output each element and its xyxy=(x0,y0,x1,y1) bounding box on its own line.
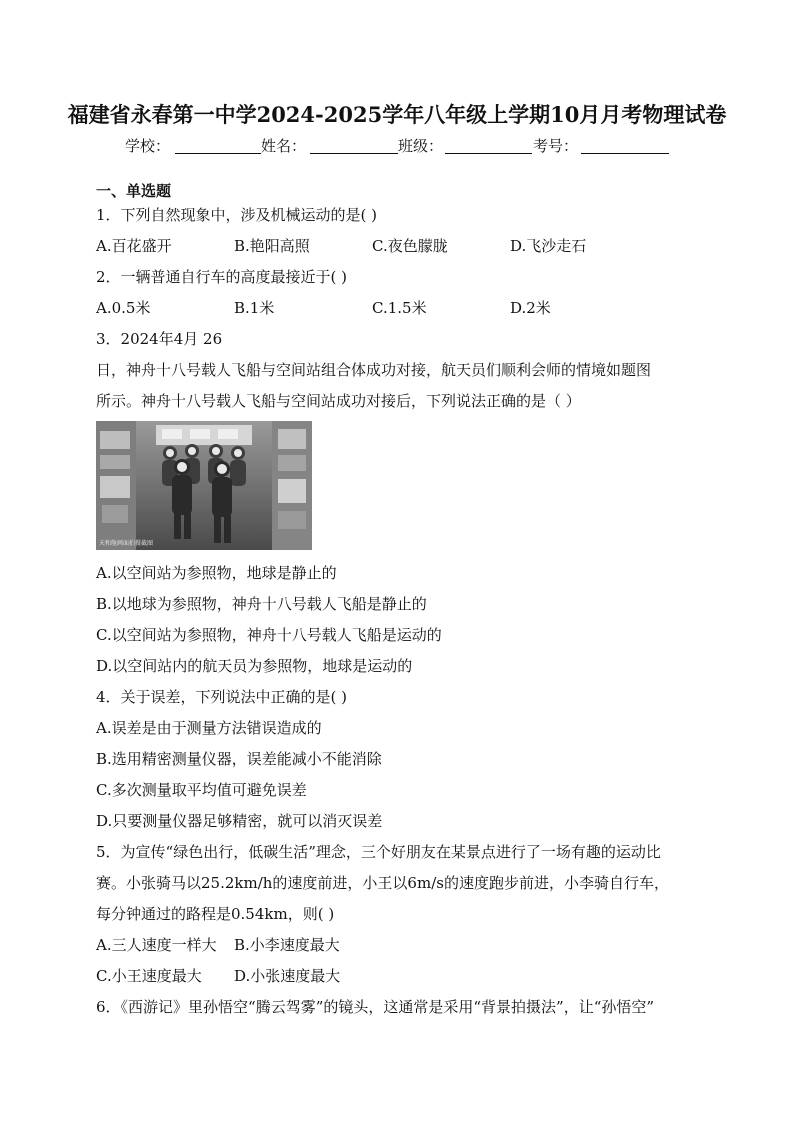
q1-option-b: B.艳阳高照 xyxy=(234,237,310,255)
student-info-row xyxy=(125,135,685,159)
q5-option-d: D.小张速度最大 xyxy=(234,967,341,985)
q1-option-d: D.飞沙走石 xyxy=(510,237,587,255)
class-label: 班级： xyxy=(398,137,444,155)
q4-option-c: C.多次测量取平均值可避免误差 xyxy=(96,781,307,799)
number-blank xyxy=(581,153,669,154)
q4-option-a: A.误差是由于测量方法错误造成的 xyxy=(96,719,322,737)
question-5-stem-line1: 5．为宣传“绿色出行，低碳生活”理念，三个好朋友在某景点进行了一场有趣的运动比 xyxy=(96,843,661,861)
page-title: 福建省永春第一中学2024-2025学年八年级上学期10月月考物理试卷 xyxy=(67,102,727,127)
name-blank xyxy=(310,153,398,154)
question-1-stem: 1．下列自然现象中，涉及机械运动的是( ) xyxy=(96,206,378,224)
q2-option-a: A.0.5米 xyxy=(96,299,151,317)
question-4-stem: 4．关于误差，下列说法中正确的是( ) xyxy=(96,688,348,706)
q3-option-a: A.以空间站为参照物，地球是静止的 xyxy=(96,564,337,582)
q5-option-a: A.三人速度一样大 xyxy=(96,936,217,954)
q2-option-d: D.2米 xyxy=(510,299,551,317)
question-5-stem-line3: 每分钟通过的路程是0.54km，则( ) xyxy=(96,905,335,923)
q3-option-d: D.以空间站内的航天员为参照物，地球是运动的 xyxy=(96,657,413,675)
school-label: 学校： xyxy=(125,137,171,155)
school-blank xyxy=(175,153,261,154)
q1-option-a: A.百花盛开 xyxy=(96,237,172,255)
question-3-stem-line2: 日，神舟十八号载人飞船与空间站组合体成功对接，航天员们顺利会师的情境如题图 xyxy=(96,361,652,379)
question-5-stem-line2: 赛。小张骑马以25.2km/h的速度前进，小王以6m/s的速度跑步前进，小李骑自行车， xyxy=(96,874,669,892)
question-3-stem-line3: 所示。神舟十八号载人飞船与空间站成功对接后，下列说法正确的是（ ） xyxy=(96,392,581,410)
name-label: 姓名： xyxy=(261,137,307,155)
q4-option-b: B.选用精密测量仪器，误差能减小不能消除 xyxy=(96,750,382,768)
q2-option-c: C.1.5米 xyxy=(372,299,427,317)
question-3-stem-line1: 3．2024年4月 26 xyxy=(96,330,223,348)
q3-option-b: B.以地球为参照物，神舟十八号载人飞船是静止的 xyxy=(96,595,427,613)
q1-option-c: C.夜色朦胧 xyxy=(372,237,448,255)
q4-option-d: D.只要测量仪器足够精密，就可以消灭误差 xyxy=(96,812,383,830)
astronauts-photo-image xyxy=(96,421,312,550)
question-6-stem-line1: 6．《西游记》里孙悟空“腾云驾雾”的镜头，这通常是采用“背景拍摄法”，让“孙悟空” xyxy=(96,998,655,1016)
q2-option-b: B.1米 xyxy=(234,299,275,317)
number-label: 考号： xyxy=(533,137,579,155)
section-heading: 一、单选题 xyxy=(96,182,172,200)
astronauts-photo xyxy=(96,421,312,550)
photo-caption: 天和舱画面拍摄截图 xyxy=(99,540,154,547)
q3-option-c: C.以空间站为参照物，神舟十八号载人飞船是运动的 xyxy=(96,626,442,644)
question-2-stem: 2．一辆普通自行车的高度最接近于( ) xyxy=(96,268,348,286)
q5-option-b: B.小李速度最大 xyxy=(234,936,340,954)
q5-option-c: C.小王速度最大 xyxy=(96,967,202,985)
class-blank xyxy=(445,153,532,154)
